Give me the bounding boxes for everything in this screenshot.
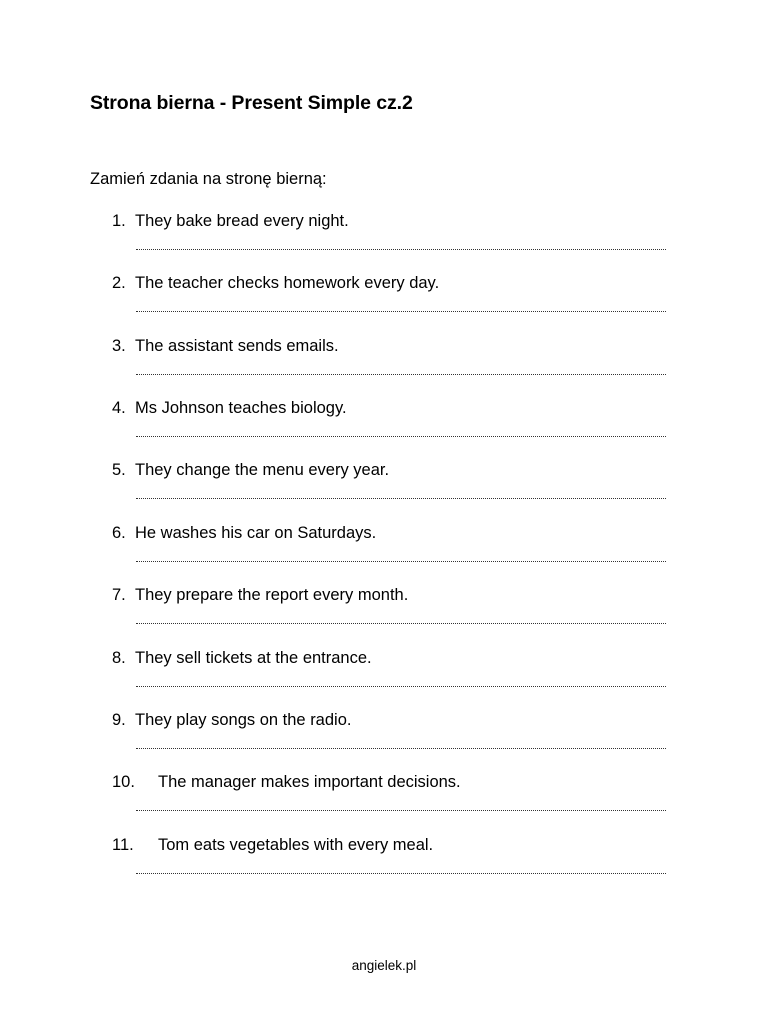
exercise-item-9 [0, 711, 768, 773]
item-number: 11. [112, 836, 134, 854]
item-sentence: They prepare the report every month. [135, 586, 409, 604]
footer-site-name: angielek.pl [351, 958, 417, 973]
item-sentence: They change the menu every year. [135, 461, 390, 479]
item-number: 3. [112, 337, 126, 355]
item-sentence: They sell tickets at the entrance. [135, 649, 372, 667]
item-sentence: The manager makes important decisions. [158, 773, 461, 791]
item-number: 6. [112, 524, 126, 542]
item-number: 2. [112, 274, 126, 292]
exercise-item-7 [0, 586, 768, 648]
exercise-item-2 [0, 274, 768, 336]
exercise-item-11 [0, 836, 768, 898]
item-sentence: Ms Johnson teaches biology. [135, 399, 347, 417]
exercise-item-4 [0, 399, 768, 461]
answer-line[interactable] [136, 873, 666, 874]
item-sentence: The teacher checks homework every day. [135, 274, 440, 292]
page-title: Strona bierna - Present Simple cz.2 [90, 92, 413, 114]
item-number: 8. [112, 649, 126, 667]
exercise-item-3 [0, 337, 768, 399]
item-number: 10. [112, 773, 135, 791]
exercise-item-10 [0, 773, 768, 835]
exercise-item-8 [0, 649, 768, 711]
answer-line[interactable] [136, 561, 666, 562]
answer-line[interactable] [136, 810, 666, 811]
item-number: 9. [112, 711, 126, 729]
answer-line[interactable] [136, 311, 666, 312]
exercise-item-5 [0, 461, 768, 523]
answer-line[interactable] [136, 374, 666, 375]
item-sentence: They bake bread every night. [135, 212, 349, 230]
item-sentence: He washes his car on Saturdays. [135, 524, 377, 542]
item-number: 7. [112, 586, 126, 604]
instruction-text: Zamień zdania na stronę bierną: [90, 170, 327, 188]
item-sentence: The assistant sends emails. [135, 337, 339, 355]
answer-line[interactable] [136, 623, 666, 624]
item-number: 4. [112, 399, 126, 417]
answer-line[interactable] [136, 249, 666, 250]
item-number: 1. [112, 212, 126, 230]
answer-line[interactable] [136, 686, 666, 687]
item-sentence: Tom eats vegetables with every meal. [158, 836, 434, 854]
item-sentence: They play songs on the radio. [135, 711, 352, 729]
exercise-item-1 [0, 212, 768, 274]
exercise-item-6 [0, 524, 768, 586]
answer-line[interactable] [136, 436, 666, 437]
answer-line[interactable] [136, 498, 666, 499]
answer-line[interactable] [136, 748, 666, 749]
item-number: 5. [112, 461, 126, 479]
